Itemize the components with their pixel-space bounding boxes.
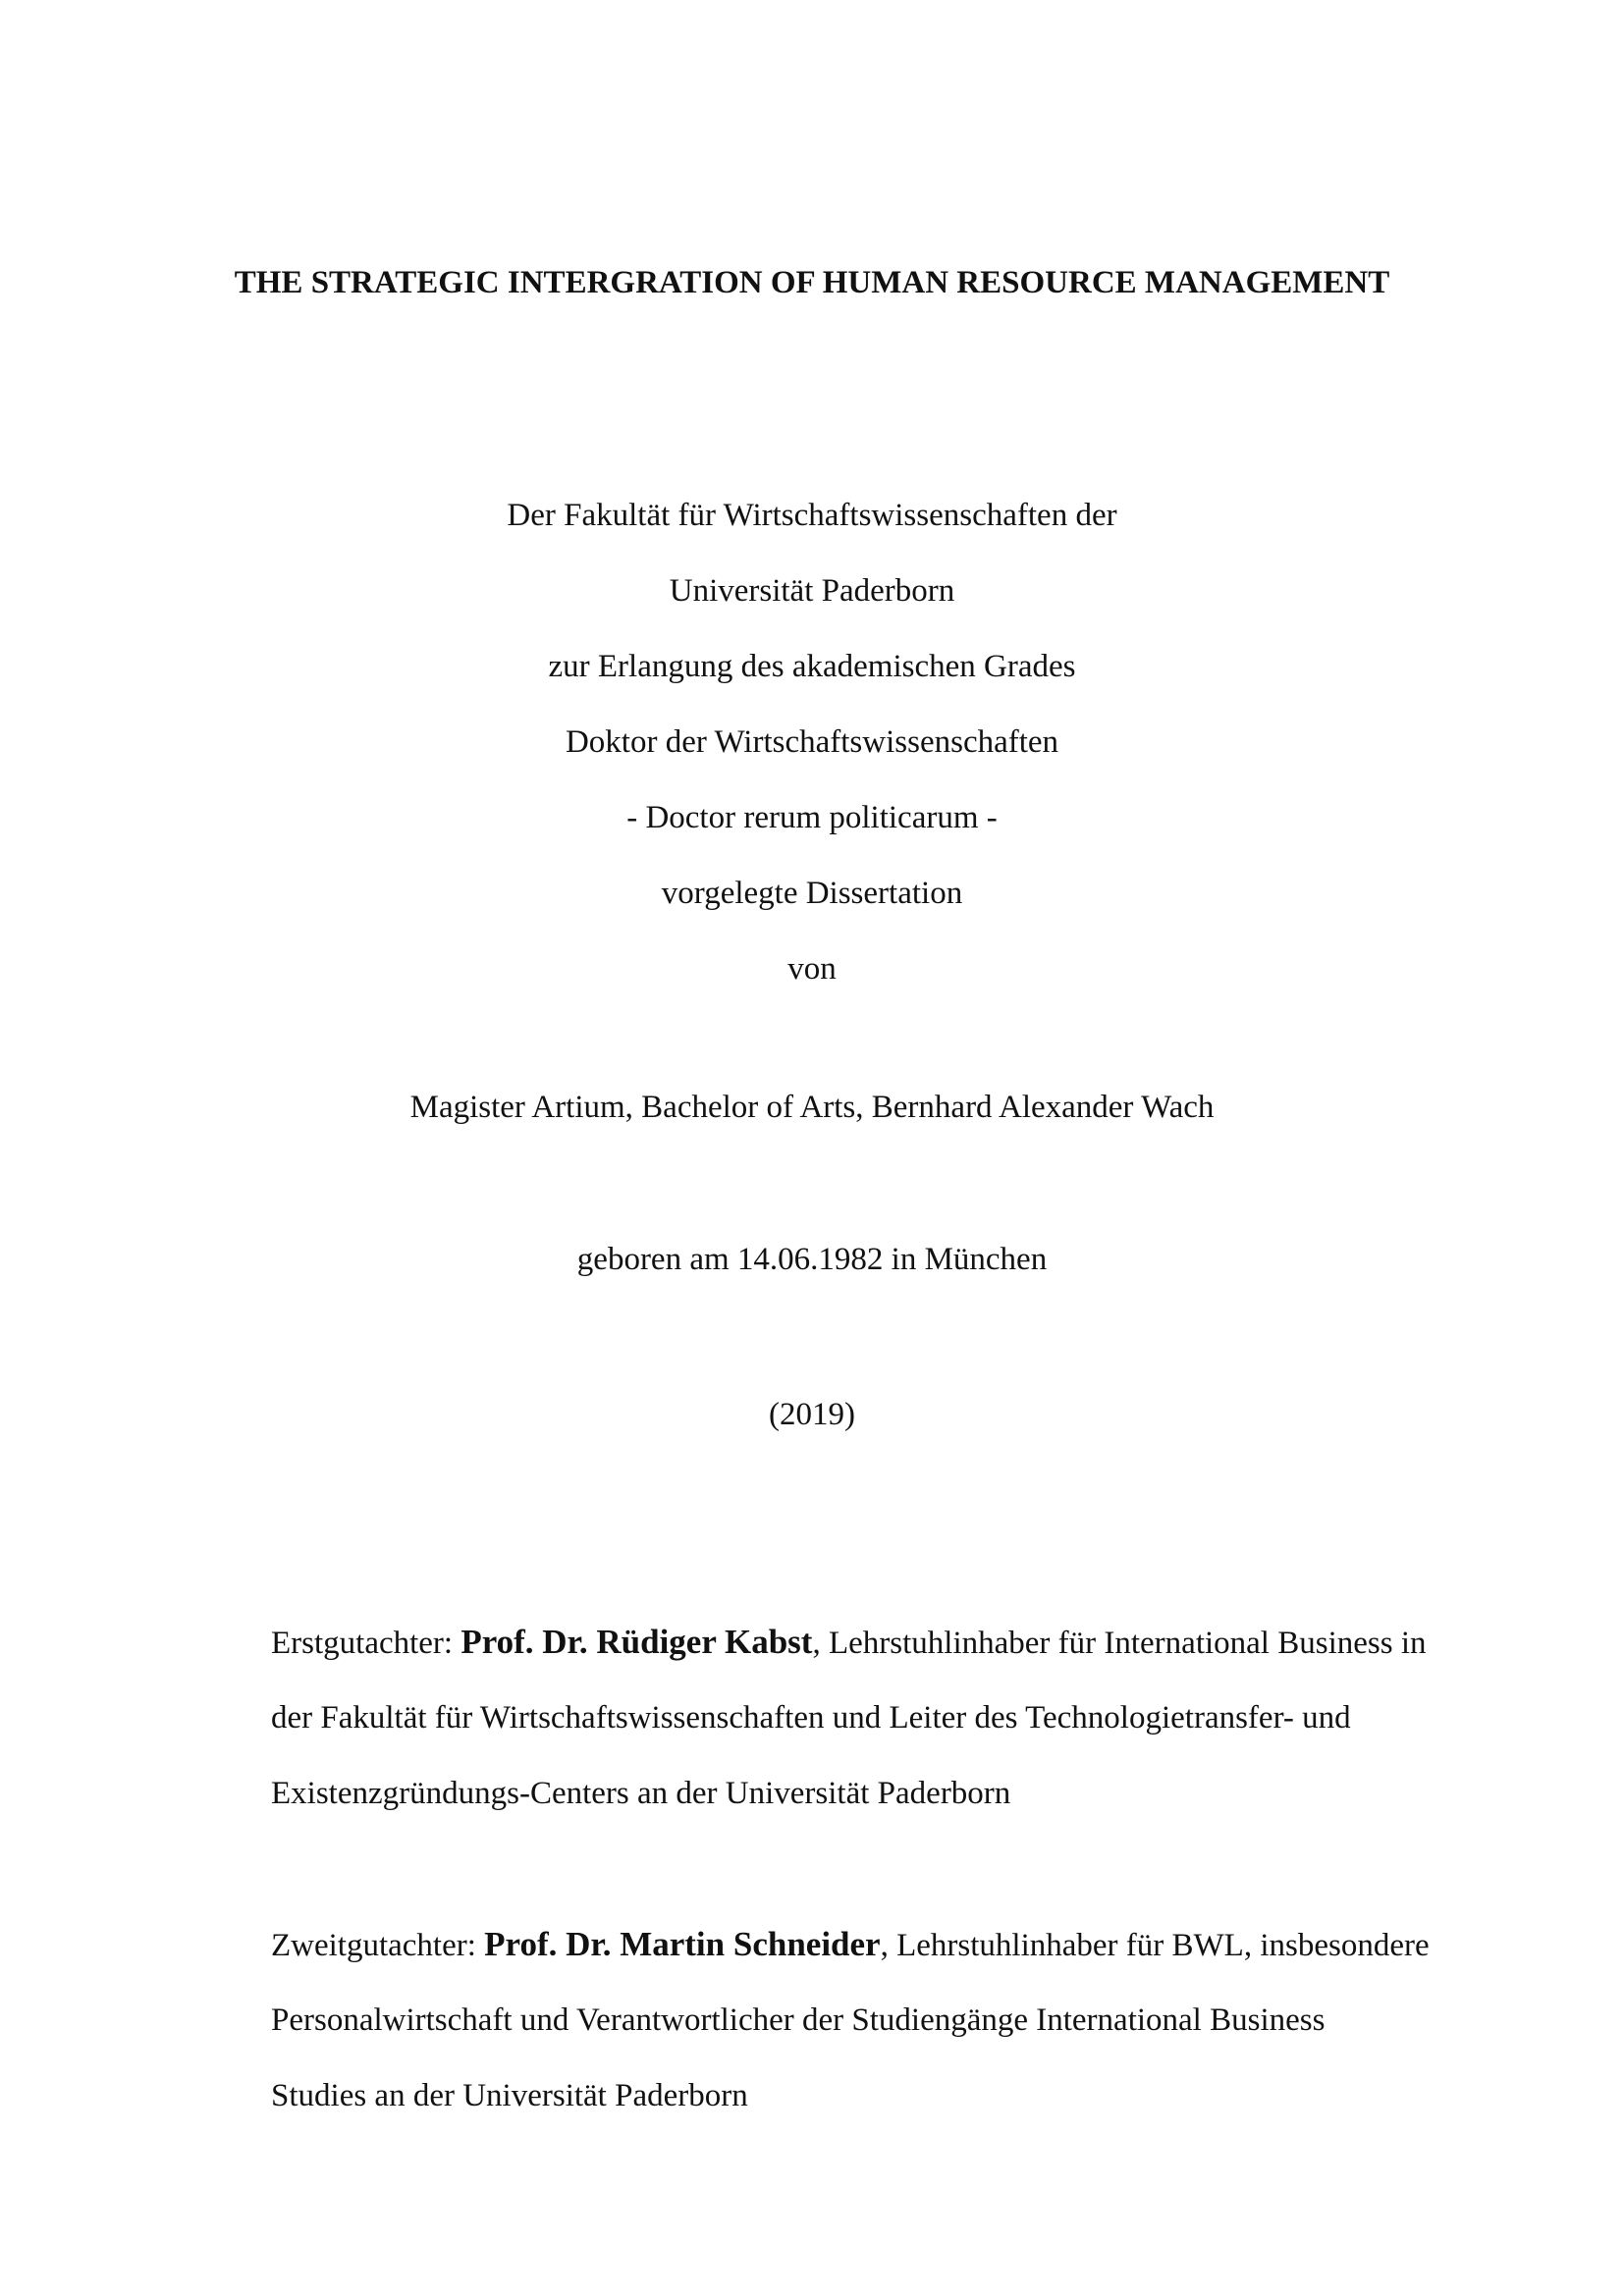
reviewer-line: Personalwirtschaft und Verantwortlicher der Studiengänge International Business [271, 2002, 1326, 2038]
submission-statement [0, 491, 1624, 1020]
reviewer-description: , Lehrstuhlinhaber für BWL, insbesondere [880, 1928, 1430, 1963]
by-line: von [787, 951, 837, 987]
reviewer-role: Erstgutachter: [271, 1626, 461, 1661]
submission-year: (2019) [769, 1397, 855, 1432]
second-reviewer [271, 1920, 1449, 2147]
degree-latin-line: - Doctor rerum politicarum - [626, 800, 998, 835]
dissertation-line: vorgelegte Dissertation [661, 876, 963, 911]
document-title: THE STRATEGIC INTERGRATION OF HUMAN RESOURCE MANAGEMENT [234, 265, 1390, 300]
reviewer-role: Zweitgutachter: [271, 1928, 485, 1963]
reviewer-name: Prof. Dr. Rüdiger Kabst [460, 1623, 813, 1661]
reviewer-name: Prof. Dr. Martin Schneider [484, 1925, 881, 1963]
faculty-line: Der Fakultät für Wirtschaftswissenschaften der [507, 498, 1117, 533]
reviewer-description: , Lehrstuhlinhaber für International Business in [812, 1626, 1427, 1661]
degree-purpose-line: zur Erlangung des akademischen Grades [548, 649, 1076, 684]
author-name: Magister Artium, Bachelor of Arts, Bernhard Alexander Wach [409, 1090, 1215, 1125]
reviewer-line: Studies an der Universität Paderborn [271, 2078, 748, 2113]
reviewer-line [271, 1920, 1449, 1996]
birth-info: geboren am 14.06.1982 in München [576, 1242, 1048, 1277]
university-line: Universität Paderborn [669, 573, 955, 609]
degree-name-line: Doktor der Wirtschaftswissenschaften [565, 724, 1059, 760]
first-reviewer [271, 1618, 1449, 1844]
reviewer-line: Existenzgründungs-Centers an der Universität Paderborn [271, 1776, 1011, 1811]
reviewer-line [271, 1618, 1449, 1693]
reviewer-line: der Fakultät für Wirtschaftswissenschaften und Leiter des Technologietransfer- und [271, 1700, 1351, 1735]
